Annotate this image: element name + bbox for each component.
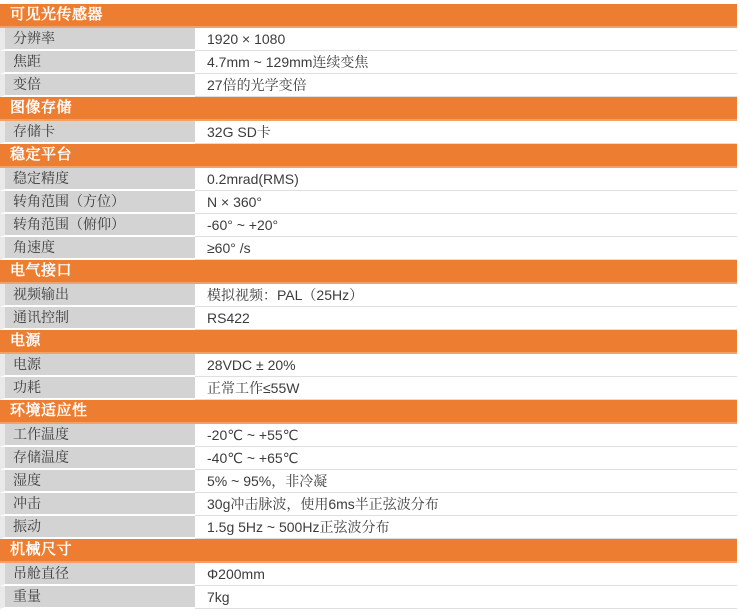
row-value: 30g冲击脉波，使用6ms半正弦波分布 bbox=[195, 493, 737, 516]
table-row bbox=[0, 493, 740, 516]
row-label: 存储温度 bbox=[0, 447, 195, 470]
table-row bbox=[0, 424, 740, 447]
table-row bbox=[0, 284, 740, 307]
table-row bbox=[0, 28, 740, 51]
section-header-environmental-adaptability: 环境适应性 bbox=[0, 400, 737, 424]
section-header-stabilized-platform: 稳定平台 bbox=[0, 144, 737, 168]
table-row bbox=[0, 377, 740, 400]
row-label: 冲击 bbox=[0, 493, 195, 516]
section-header-power: 电源 bbox=[0, 330, 737, 354]
table-row bbox=[0, 586, 740, 609]
row-value: 模拟视频：PAL（25Hz） bbox=[195, 284, 737, 307]
row-label: 焦距 bbox=[0, 51, 195, 74]
table-row bbox=[0, 563, 740, 586]
table-row bbox=[0, 214, 740, 237]
row-value: 0.2mrad(RMS) bbox=[195, 168, 737, 191]
row-value: RS422 bbox=[195, 307, 737, 330]
row-value: 7kg bbox=[195, 586, 737, 609]
row-value: -60° ~ +20° bbox=[195, 214, 737, 237]
row-value: 1.5g 5Hz ~ 500Hz正弦波分布 bbox=[195, 516, 737, 539]
table-row bbox=[0, 191, 740, 214]
row-value: 27倍的光学变倍 bbox=[195, 74, 737, 97]
row-label: 转角范围（方位） bbox=[0, 191, 195, 214]
table-row bbox=[0, 447, 740, 470]
section-header-image-storage: 图像存储 bbox=[0, 97, 737, 121]
table-row bbox=[0, 516, 740, 539]
row-value: ≥60° /s bbox=[195, 237, 737, 260]
row-value: 5% ~ 95%，非冷凝 bbox=[195, 470, 737, 493]
row-label: 视频输出 bbox=[0, 284, 195, 307]
row-value: 32G SD卡 bbox=[195, 121, 737, 144]
row-label: 稳定精度 bbox=[0, 168, 195, 191]
row-label: 重量 bbox=[0, 586, 195, 609]
row-label: 转角范围（俯仰） bbox=[0, 214, 195, 237]
row-label: 湿度 bbox=[0, 470, 195, 493]
row-value: N × 360° bbox=[195, 191, 737, 214]
row-label: 电源 bbox=[0, 354, 195, 377]
row-value: -40℃ ~ +65℃ bbox=[195, 447, 737, 470]
section-header-electrical-interface: 电气接口 bbox=[0, 260, 737, 284]
row-label: 分辨率 bbox=[0, 28, 195, 51]
row-label: 通讯控制 bbox=[0, 307, 195, 330]
table-row bbox=[0, 51, 740, 74]
row-label: 振动 bbox=[0, 516, 195, 539]
row-value: Φ200mm bbox=[195, 563, 737, 586]
table-row bbox=[0, 74, 740, 97]
table-row bbox=[0, 470, 740, 493]
row-value: 正常工作≤55W bbox=[195, 377, 737, 400]
table-row bbox=[0, 237, 740, 260]
row-value: 28VDC ± 20% bbox=[195, 354, 737, 377]
row-label: 功耗 bbox=[0, 377, 195, 400]
table-row bbox=[0, 121, 740, 144]
row-label: 变倍 bbox=[0, 74, 195, 97]
table-row bbox=[0, 307, 740, 330]
row-value: -20℃ ~ +55℃ bbox=[195, 424, 737, 447]
table-row bbox=[0, 354, 740, 377]
row-value: 4.7mm ~ 129mm连续变焦 bbox=[195, 51, 737, 74]
row-label: 吊舱直径 bbox=[0, 563, 195, 586]
table-row bbox=[0, 168, 740, 191]
row-label: 工作温度 bbox=[0, 424, 195, 447]
section-header-visible-light-sensor: 可见光传感器 bbox=[0, 4, 737, 28]
row-label: 存储卡 bbox=[0, 121, 195, 144]
row-label: 角速度 bbox=[0, 237, 195, 260]
section-header-mechanical-dimensions: 机械尺寸 bbox=[0, 539, 737, 563]
row-value: 1920 × 1080 bbox=[195, 28, 737, 51]
